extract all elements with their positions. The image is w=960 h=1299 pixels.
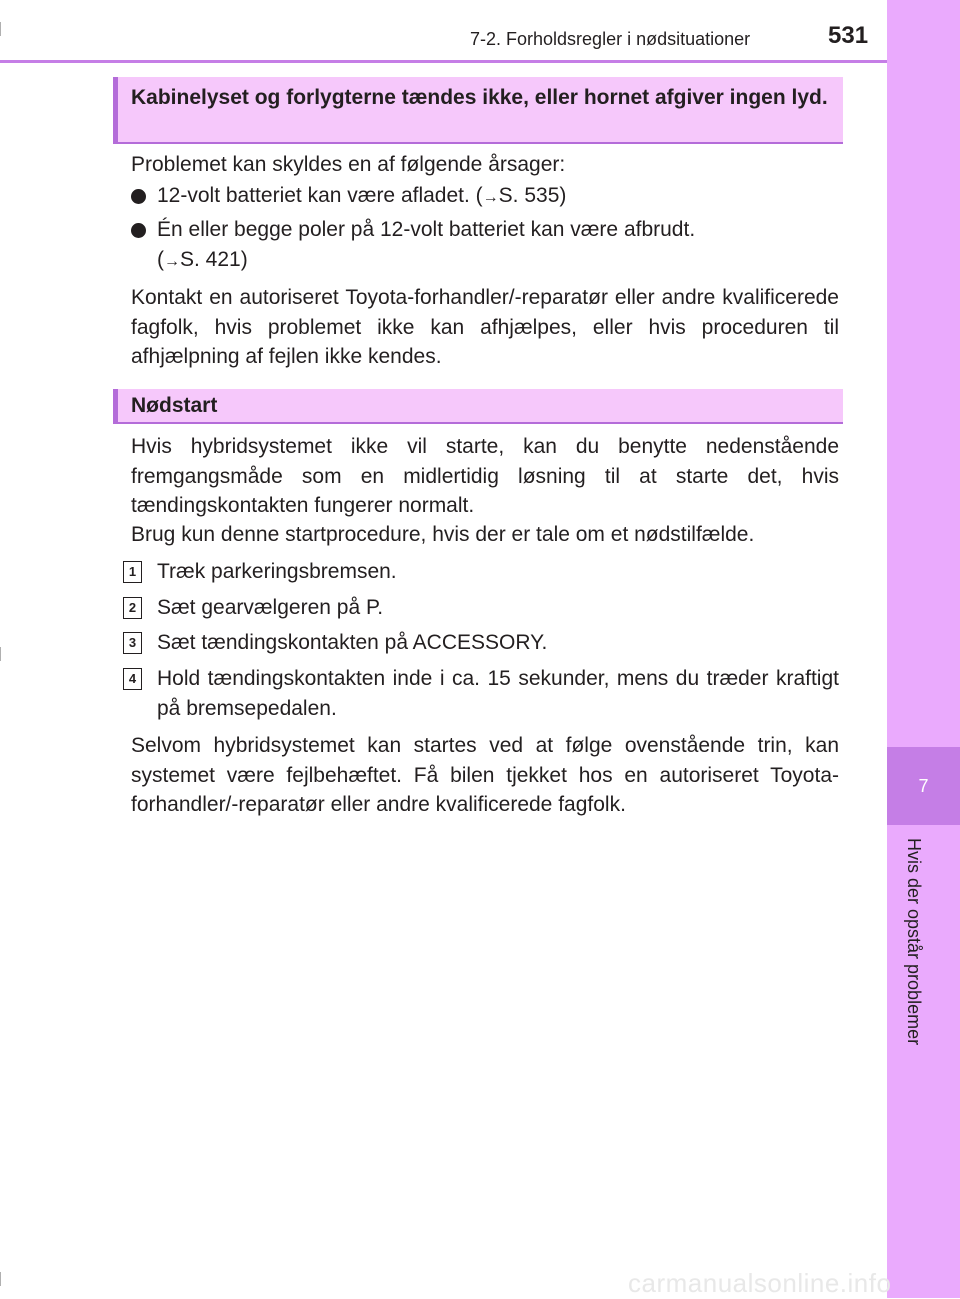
header-rule: [0, 60, 887, 63]
section-heading-emergency-start: Nødstart: [113, 389, 843, 424]
step-text: Hold tændingskontakten inde i ca. 15 sekunder, mens du træder kraftigt på bremsepedalen.: [157, 667, 839, 720]
step-number-box: 2: [123, 597, 142, 619]
chapter-number: 7: [918, 775, 929, 796]
section1-intro: Problemet kan skyldes en af følgende årsager:: [131, 153, 566, 176]
bullet-battery-terminals: [157, 215, 839, 276]
section2-intro: Hvis hybridsystemet ikke vil starte, kan du benytte nedenstående fremgangsmåde som en midlertidig løsning til at starte det, hvis tændingskontakten fungerer normalt.: [131, 435, 839, 517]
crop-mark: [0, 647, 1, 661]
chapter-sidebar: [887, 0, 960, 1298]
step-number-box: 1: [123, 561, 142, 583]
section1-contact: Kontakt en autoriseret Toyota-forhandler/-reparatør eller andre kvalificerede fagfolk, hvis problemet ikke kan afhjælpes, eller hvis proceduren til afhjælpning af fejlen ikke kendes.: [131, 286, 839, 368]
step-number-box: 3: [123, 632, 142, 654]
section2-outro: Selvom hybridsystemet kan startes ved at følge ovenstående trin, kan systemet være fejlbehæftet. Få bilen tjekket hos en autoriseret Toyota-forhandler/-reparatør eller andre kvalificerede fagfolk.: [131, 734, 839, 816]
crop-mark: [0, 1272, 1, 1286]
step-text: Træk parkeringsbremsen.: [157, 560, 397, 583]
arrow-icon: →: [482, 189, 499, 206]
chapter-title: Hvis der opstår problemer: [904, 838, 924, 1046]
step-number-box: 4: [123, 668, 142, 690]
bullet-icon: [131, 189, 146, 204]
running-head: 7-2. Forholdsregler i nødsituationer: [470, 29, 751, 49]
paren: (: [157, 247, 164, 271]
crop-mark: [0, 22, 1, 36]
bullet-battery-discharged: [157, 181, 839, 213]
page-ref-link[interactable]: S. 421): [180, 247, 248, 271]
watermark: carmanualsonline.info: [628, 1268, 892, 1298]
chapter-number-tab[interactable]: [887, 747, 960, 825]
step-text: Sæt gearvælgeren på P.: [157, 596, 384, 619]
bullet-text: Én eller begge poler på 12-volt batteriet kan være afbrudt.: [157, 218, 696, 241]
arrow-icon: →: [164, 252, 180, 270]
page-number: 531: [828, 22, 869, 49]
section2-intro2: Brug kun denne startprocedure, hvis der er tale om et nødstilfælde.: [131, 523, 755, 546]
bullet-icon: [131, 223, 146, 238]
page-ref-link[interactable]: S. 535): [498, 184, 567, 207]
section-heading-no-lights: Kabinelyset og forlygterne tændes ikke, eller hornet afgiver ingen lyd.: [113, 77, 843, 144]
step-text: Sæt tændingskontakten på ACCESSORY.: [157, 631, 548, 654]
bullet-text: 12-volt batteriet kan være afladet. (: [157, 184, 483, 207]
